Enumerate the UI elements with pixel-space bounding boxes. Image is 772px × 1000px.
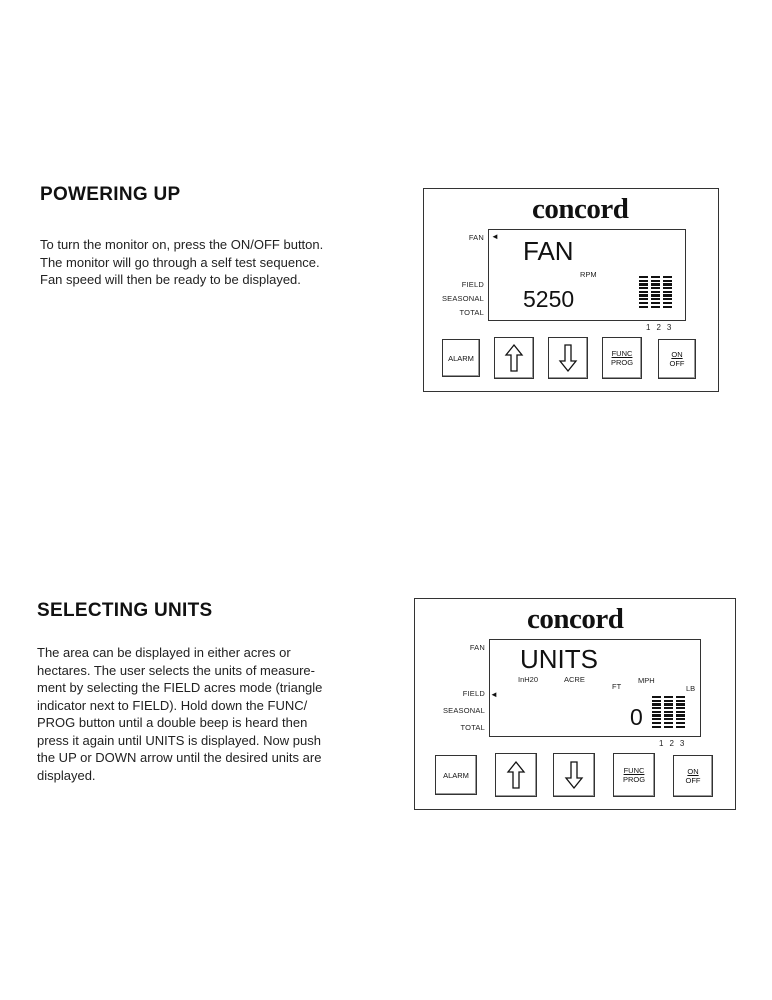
bar-column-3: [663, 276, 672, 308]
on-label: ON: [671, 350, 683, 359]
side-label-field: FIELD: [462, 689, 485, 698]
bar-column-labels: [646, 323, 671, 332]
bar-segment: [651, 280, 660, 282]
bar-segment: [639, 294, 648, 296]
section-title-powering-up: POWERING UP: [40, 184, 181, 205]
side-label-total: TOTAL: [459, 308, 484, 317]
bar-segment: [664, 714, 673, 716]
bar-segment: [652, 718, 661, 720]
bar-column-labels: [659, 739, 684, 748]
lcd-unit-ft: FT: [612, 682, 622, 691]
bar-segment: [663, 302, 672, 304]
column-label: 1: [659, 739, 664, 748]
bar-graph: [639, 276, 672, 308]
func-label: FUNC: [623, 766, 645, 775]
lcd-display: [489, 639, 701, 737]
body-line: PROG button until a double beep is heard then: [37, 715, 308, 730]
column-label: 2: [669, 739, 674, 748]
prog-label: PROG: [610, 358, 634, 367]
down-arrow-button[interactable]: [553, 753, 595, 797]
side-label-field: FIELD: [461, 280, 484, 289]
body-line: press it again until UNITS is displayed. Now push: [37, 732, 321, 748]
column-label: 3: [666, 323, 672, 332]
body-line: Fan speed will then be ready to be displayed.: [40, 272, 301, 287]
bar-segment: [651, 276, 660, 278]
lcd-value: 0: [630, 704, 643, 730]
side-label-fan: FAN: [469, 643, 485, 652]
bar-segment: [663, 291, 672, 293]
func-prog-button[interactable]: [613, 753, 655, 797]
down-arrow-button[interactable]: [548, 337, 588, 379]
body-line: To turn the monitor on, press the ON/OFF button.: [40, 237, 324, 252]
alarm-button[interactable]: [435, 755, 477, 795]
down-arrow-icon: [558, 343, 578, 373]
bar-segment: [639, 280, 648, 282]
side-label-total: TOTAL: [460, 723, 485, 732]
bar-segment: [663, 280, 672, 282]
bar-segment: [663, 306, 672, 308]
bar-segment: [676, 700, 685, 702]
down-arrow-icon: [564, 760, 584, 790]
bar-column-2: [651, 276, 660, 308]
section-body-selecting-units: [37, 644, 382, 784]
off-label: OFF: [669, 359, 685, 368]
alarm-button-label: ALARM: [443, 770, 469, 780]
up-arrow-icon: [506, 760, 526, 790]
bar-segment: [676, 726, 685, 728]
up-arrow-button[interactable]: [495, 753, 537, 797]
lcd-unit-rpm: RPM: [580, 270, 597, 279]
lcd-mode-text: FAN: [523, 236, 574, 266]
bar-segment: [639, 306, 648, 308]
bar-segment: [652, 703, 661, 705]
lcd-mode-text: UNITS: [520, 644, 598, 674]
bar-segment: [652, 726, 661, 728]
column-label: 1: [646, 323, 651, 332]
up-arrow-icon: [504, 343, 524, 373]
bar-segment: [639, 298, 648, 300]
bar-segment: [676, 696, 685, 698]
lcd-display: [488, 229, 686, 321]
section-body-powering-up: [40, 236, 370, 289]
bar-segment: [639, 287, 648, 289]
bar-segment: [651, 283, 660, 285]
alarm-button-label: ALARM: [448, 353, 474, 363]
monitor-panel-units: [414, 598, 736, 810]
bar-segment: [639, 283, 648, 285]
bar-segment: [652, 707, 661, 709]
lcd-unit-acre: ACRE: [564, 675, 585, 684]
body-line: The monitor will go through a self test sequence.: [40, 254, 320, 270]
side-label-seasonal: SEASONAL: [442, 706, 485, 715]
bar-segment: [652, 696, 661, 698]
bar-segment: [652, 711, 661, 713]
bar-segment: [639, 291, 648, 293]
bar-column-2: [664, 696, 673, 728]
prog-label: PROG: [622, 775, 646, 784]
body-line: The area can be displayed in either acres or: [37, 645, 291, 660]
bar-segment: [664, 696, 673, 698]
on-label: ON: [687, 767, 699, 776]
off-label: OFF: [685, 776, 701, 785]
body-line: the UP or DOWN arrow until the desired units are: [37, 750, 322, 765]
fan-indicator-icon: ◄: [491, 232, 499, 241]
bar-segment: [651, 306, 660, 308]
bar-segment: [651, 302, 660, 304]
body-line: hectares. The user selects the units of measure-: [37, 662, 315, 678]
bar-segment: [651, 291, 660, 293]
side-label-fan: FAN: [468, 233, 484, 242]
bar-segment: [664, 718, 673, 720]
bar-segment: [663, 276, 672, 278]
section-title-selecting-units: SELECTING UNITS: [37, 600, 213, 621]
lcd-unit-lb: LB: [686, 684, 696, 693]
body-line: displayed.: [37, 767, 96, 783]
func-prog-button[interactable]: [602, 337, 642, 379]
lcd-unit-mph: MPH: [638, 676, 655, 685]
bar-segment: [652, 700, 661, 702]
bar-segment: [664, 707, 673, 709]
bar-segment: [652, 714, 661, 716]
body-line: ment by selecting the FIELD acres mode (triangle: [37, 680, 323, 695]
bar-segment: [676, 718, 685, 720]
bar-graph: [652, 696, 685, 728]
bar-segment: [664, 700, 673, 702]
monitor-panel-fan: [423, 188, 719, 392]
bar-column-1: [639, 276, 648, 308]
func-label: FUNC: [611, 349, 633, 358]
body-line: indicator next to FIELD). Hold down the FUNC/: [37, 697, 308, 713]
bar-segment: [639, 302, 648, 304]
concord-logo: concord: [532, 193, 629, 225]
alarm-button[interactable]: [442, 339, 480, 377]
up-arrow-button[interactable]: [494, 337, 534, 379]
bar-column-1: [652, 696, 661, 728]
concord-logo: concord: [527, 603, 624, 635]
bar-segment: [664, 711, 673, 713]
bar-segment: [652, 722, 661, 724]
bar-segment: [676, 714, 685, 716]
bar-segment: [651, 287, 660, 289]
bar-segment: [664, 726, 673, 728]
bar-segment: [663, 298, 672, 300]
bar-segment: [639, 276, 648, 278]
bar-segment: [663, 283, 672, 285]
bar-segment: [676, 711, 685, 713]
column-label: 3: [679, 739, 685, 748]
column-label: 2: [656, 323, 661, 332]
side-label-seasonal: SEASONAL: [441, 294, 484, 303]
on-off-button[interactable]: [673, 755, 713, 797]
bar-segment: [651, 294, 660, 296]
bar-segment: [663, 294, 672, 296]
bar-segment: [676, 703, 685, 705]
bar-segment: [664, 703, 673, 705]
bar-column-3: [676, 696, 685, 728]
field-indicator-icon: ◄: [490, 690, 498, 699]
bar-segment: [664, 722, 673, 724]
bar-segment: [676, 722, 685, 724]
lcd-value: 5250: [523, 286, 575, 312]
bar-segment: [651, 298, 660, 300]
bar-segment: [663, 287, 672, 289]
lcd-unit-inh20: InH20: [518, 675, 539, 684]
bar-segment: [676, 707, 685, 709]
on-off-button[interactable]: [658, 339, 696, 379]
